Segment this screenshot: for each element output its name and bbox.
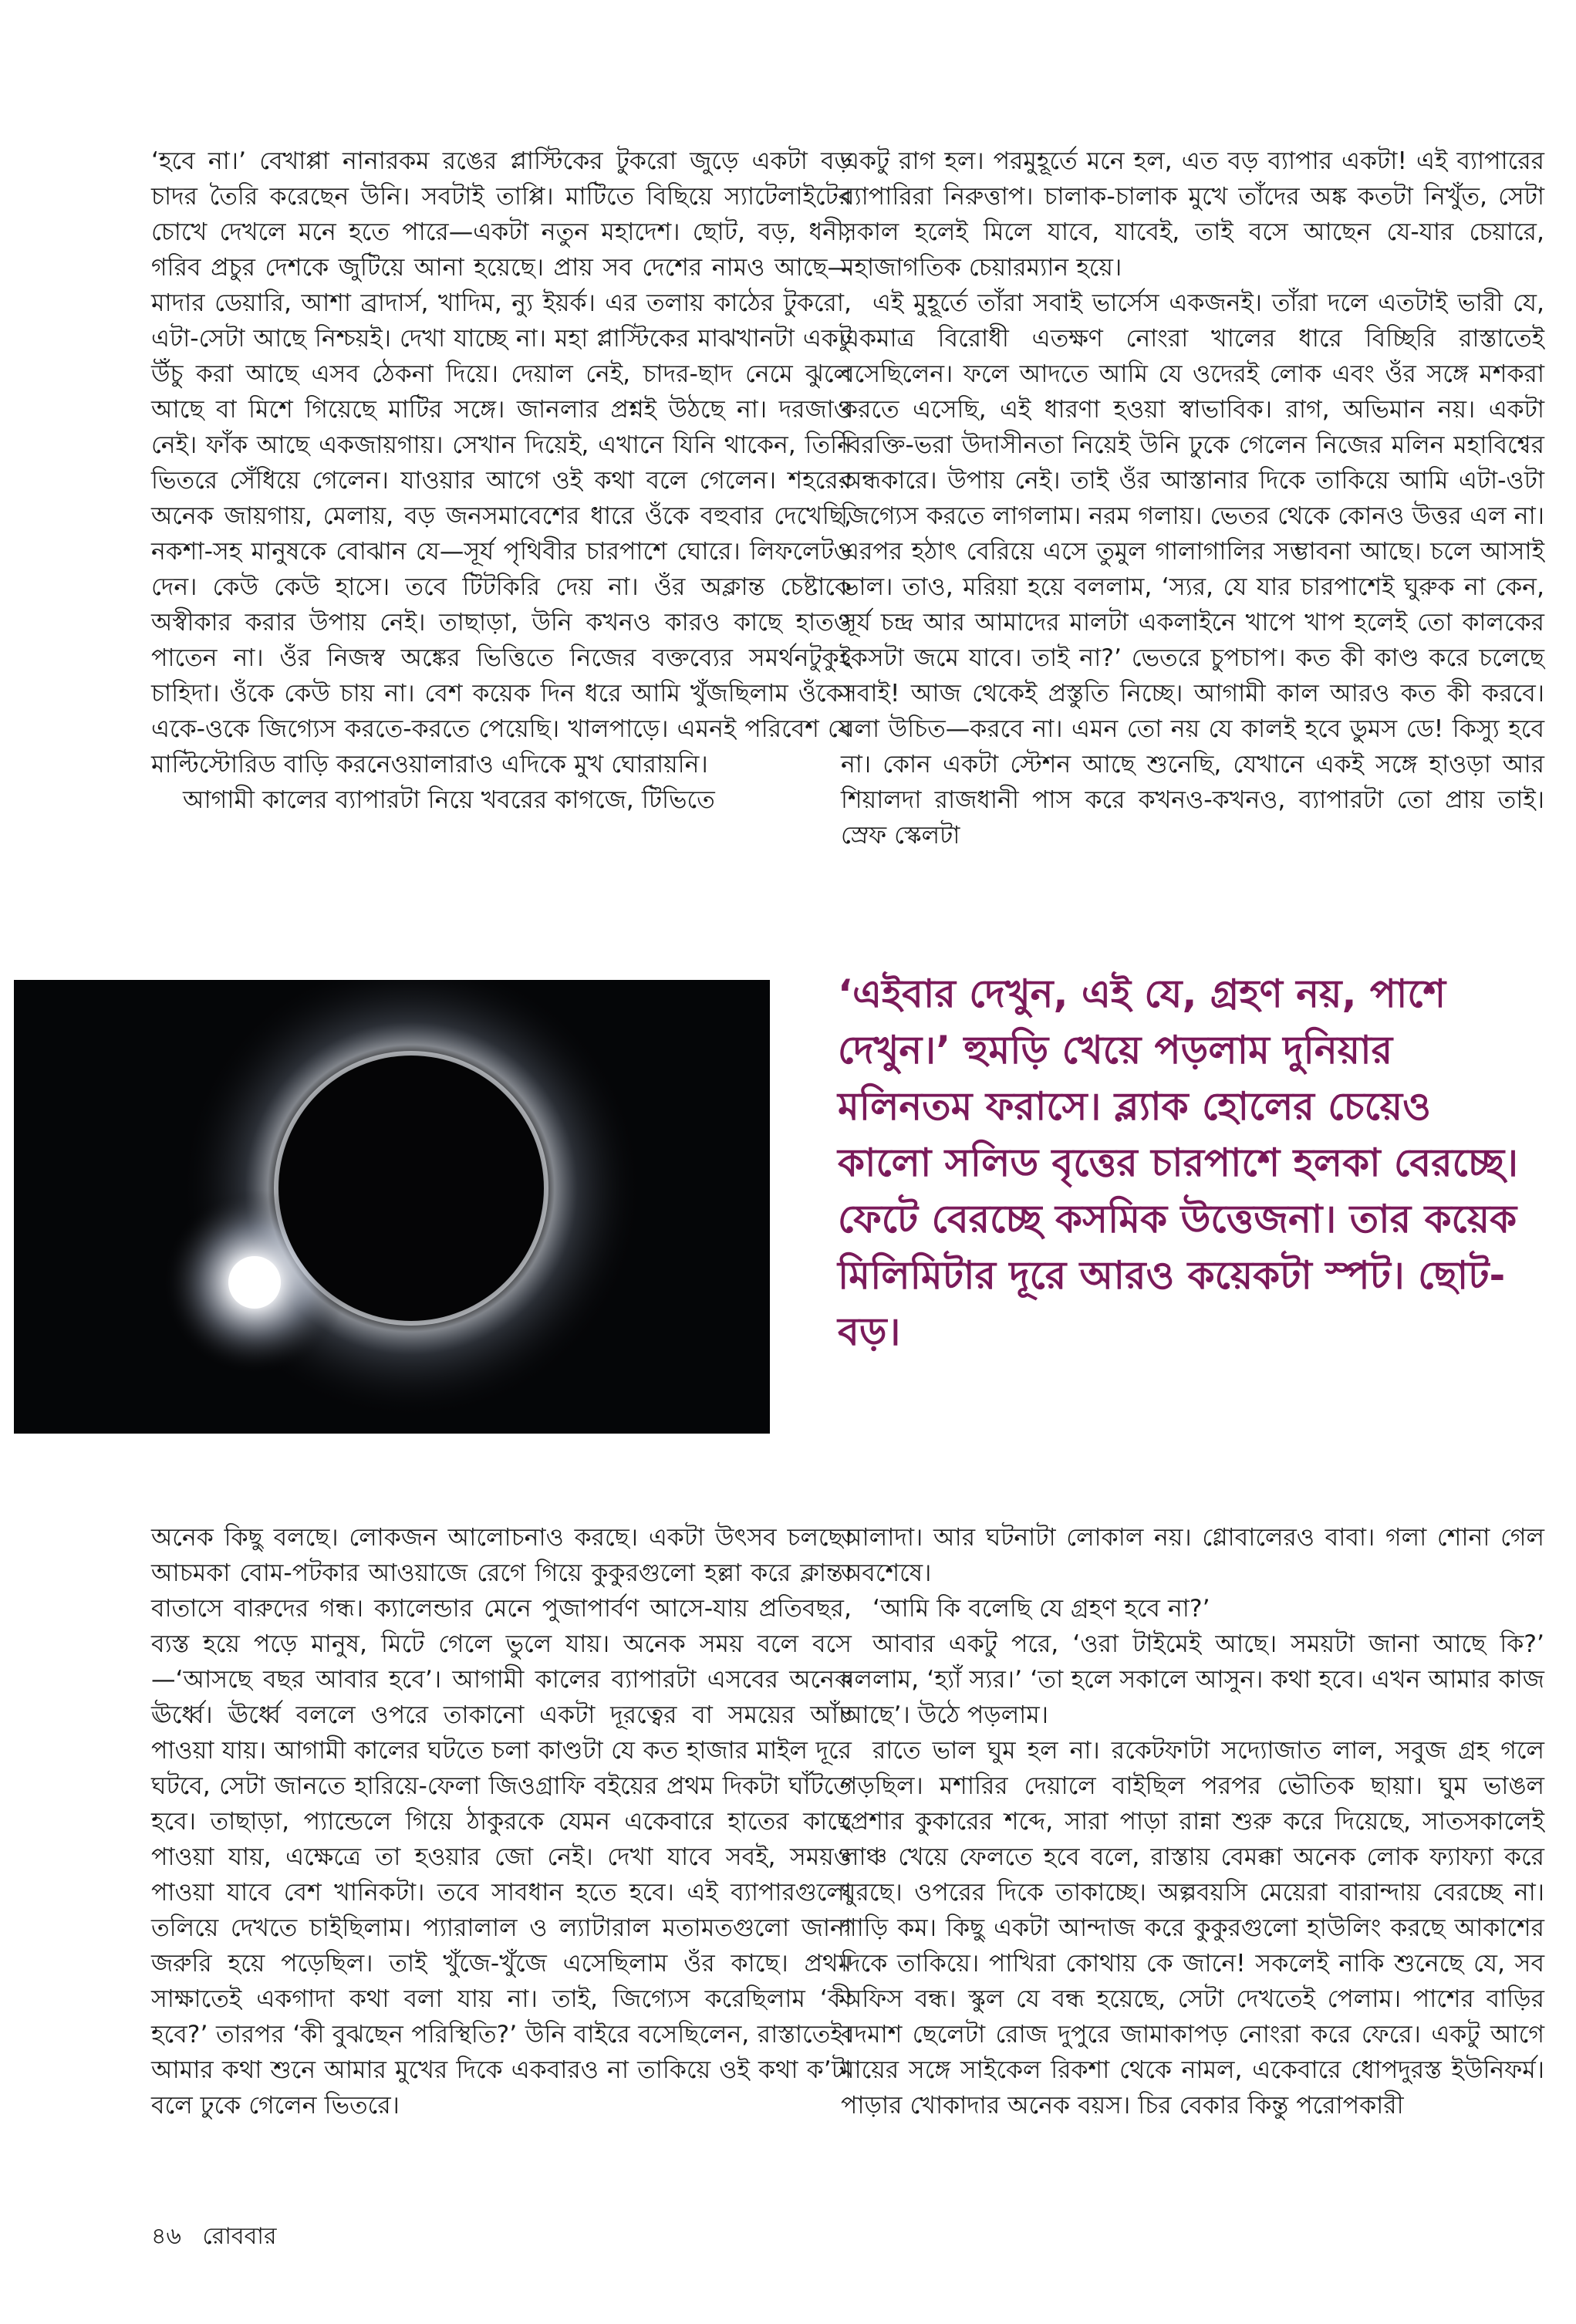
article-column-top-left — [151, 144, 852, 818]
page-number: ৪৬ — [151, 2223, 181, 2250]
paragraph: ‘আমি কি বলেছি যে গ্রহণ হবে না?’ — [872, 1595, 1210, 1623]
paragraph: এই মুহূর্তে তাঁরা সবাই ভার্সেস একজনই। তাঁরা দলে এতটাই ভারী যে, একমাত্র বিরোধী এতক্ষণ নোংরা খালের ধারে বিচ্ছিরি রাস্তাতেই বসেছিলেন। ফলে আদতে আমি যে ওদেরই লোক এবং ওঁর সঙ্গে মশকরা করতে এসেছি, এই ধারণা হওয়া স্বাভাবিক। রাগ, অভিমান নয়। একটা বিরক্তি-ভরা উদাসীনতা নিয়েই উনি ঢুকে গেলেন নিজের মলিন মহাবিশ্বের অন্ধকারে। উপায় নেই। তাই ওঁর আস্তানার দিকে তাকিয়ে আমি এটা-ওটা জিগ্যেস করতে লাগলাম। নরম গলায়। ভেতর থেকে কোনও উত্তর এল না। এরপর হঠাৎ বেরিয়ে এসে তুমুল গালাগালির সম্ভাবনা আছে। চলে আসাই ভাল। তাও, মরিয়া হয়ে বললাম, ‘স্যর, যে যার চারপাশেই ঘুরুক না কেন, সূর্য চন্দ্র আর আমাদের মালটা একলাইনে খাপে খাপ হলেই তো কালকের কেসটা জমে যাবে। তাই না?’ ভেতরে চুপচাপ। কত কী কাণ্ড করে চলেছে সবাই! আজ থেকেই প্রস্তুতি নিচ্ছে। আগামী কাল আরও কত কী করবে। বলা উচিত—করবে না। এমন তো নয় যে কালই হবে ডুমস ডে! কিস্যু হবে না। কোন একটা স্টেশন আছে শুনেছি, যেখানে একই সঙ্গে হাওড়া আর শিয়ালদা রাজধানী পাস করে কখনও-কখনও, ব্যাপারটা তো প্রায় তাই। স্রেফ স্কেলটা — [841, 289, 1544, 850]
article-column-bottom-left — [151, 1520, 852, 2123]
paragraph: অনেক কিছু বলছে। লোকজন আলোচনাও করছে। একটা উৎসব চলছে। আচমকা বোম-পটকার আওয়াজে রেগে গিয়ে কুকুরগুলো হল্লা করে ক্লান্ত। বাতাসে বারুদের গন্ধ। ক্যালেন্ডার মেনে পুজাপার্বণ আসে-যায় প্রতিবছর, ব্যস্ত হয়ে পড়ে মানুষ, মিটে গেলে ভুলে যায়। অনেক সময় বলে বসে—‘আসছে বছর আবার হবে’। আগামী কালের ব্যাপারটা এসবের অনেক ঊর্ধ্বে। ঊর্ধ্বে বললে ওপরে তাকানো একটা দূরত্বের বা সময়ের আঁচ পাওয়া যায়। আগামী কালের ঘটতে চলা কাণ্ডটা যে কত হাজার মাইল দূরে ঘটবে, সেটা জানতে হারিয়ে-ফেলা জিওগ্রাফি বইয়ের প্রথম দিকটা ঘাঁটতে হবে। তাছাড়া, প্যান্ডেলে গিয়ে ঠাকুরকে যেমন একেবারে হাতের কাছে পাওয়া যায়, এক্ষেত্রে তা হওয়ার জো নেই। দেখা যাবে সবই, সময়ও পাওয়া যাবে বেশ খানিকটা। তবে সাবধান হতে হবে। এই ব্যাপারগুলো তলিয়ে দেখতে চাইছিলাম। প্যারালাল ও ল্যাটারাল মতামতগুলো জানা জরুরি হয়ে পড়েছিল। তাই খুঁজে-খুঁজে এসেছিলাম ওঁর কাছে। প্রথম সাক্ষাতেই একগাদা কথা বলা যায় না। তাই, জিগ্যেস করেছিলাম ‘কী হবে?’ তারপর ‘কী বুঝছেন পরিস্থিতি?’ উনি বাইরে বসেছিলেন, রাস্তাতেই। আমার কথা শুনে আমার মুখের দিকে একবারও না তাকিয়ে ওই কথা ক’টা বলে ঢুকে গেলেন ভিতরে। — [151, 1524, 852, 2120]
paragraph: আলাদা। আর ঘটনাটা লোকাল নয়। গ্লোবালেরও বাবা। গলা শোনা গেল অবশেষে। — [841, 1524, 1544, 1587]
article-column-top-right — [841, 144, 1544, 853]
page-footer — [151, 2218, 291, 2257]
solar-eclipse-photo — [14, 980, 770, 1434]
paragraph: একটু রাগ হল। পরমুহূর্তে মনে হল, এত বড় ব্যাপার একটা! এই ব্যাপারের ব্যাপারিরা নিরুত্তাপ। চালাক-চালাক মুখে তাঁদের অঙ্ক কতটা নিখুঁত, সেটা সকাল হলেই মিলে যাবে, যাবেই, তাই বসে আছেন যে-যার চেয়ারে, মহাজাগতিক চেয়ারম্যান হয়ে। — [841, 147, 1544, 282]
magazine-name: রোববার — [202, 2223, 277, 2250]
paragraph: আবার একটু পরে, ‘ওরা টাইমেই আছে। সময়টা জানা আছে কি?’ বললাম, ‘হ্যাঁ স্যর।’ ‘তা হলে সকালে আসুন। কথা হবে। এখন আমার কাজ আছে’। উঠে পড়লাম। — [841, 1630, 1544, 1729]
paragraph: ‘হবে না।’ বেখাপ্পা নানারকম রঙের প্লাস্টিকের টুকরো জুড়ে একটা বড় চাদর তৈরি করেছেন উনি। সবটাই তাপ্পি। মাটিতে বিছিয়ে স্যাটেলাইটের চোখে দেখলে মনে হতে পারে—একটা নতুন মহাদেশ। ছোট, বড়, ধনী, গরিব প্রচুর দেশকে জুটিয়ে আনা হয়েছে। প্রায় সব দেশের নামও আছে—মাদার ডেয়ারি, আশা ব্রাদার্স, খাদিম, ন্যু ইয়র্ক। এর তলায় কাঠের টুকরো, এটা-সেটা আছে নিশ্চয়ই। দেখা যাচ্ছে না। মহা প্লাস্টিকের মাঝখানটা একটু উঁচু করা আছে এসব ঠেকনা দিয়ে। দেয়াল নেই, চাদর-ছাদ নেমে ঝুলে আছে বা মিশে গিয়েছে মাটির সঙ্গে। জানলার প্রশ্নই উঠছে না। দরজাও নেই। ফাঁক আছে একজায়গায়। সেখান দিয়েই, এখানে যিনি থাকেন, তিনি ভিতরে সেঁধিয়ে গেলেন। যাওয়ার আগে ওই কথা বলে গেলেন। শহরের অনেক জায়গায়, মেলায়, বড় জনসমাবেশের ধারে ওঁকে বহুবার দেখেছি, নকশা-সহ মানুষকে বোঝান যে—সূর্য পৃথিবীর চারপাশে ঘোরে। লিফলেটও দেন। কেউ কেউ হাসে। তবে টিটকিরি দেয় না। ওঁর অক্লান্ত চেষ্টাকে অস্বীকার করার উপায় নেই। তাছাড়া, উনি কখনও কারও কাছে হাতও পাতেন না। ওঁর নিজস্ব অঙ্কের ভিত্তিতে নিজের বক্তব্যের সমর্থনটুকুই চাহিদা। ওঁকে কেউ চায় না। বেশ কয়েক দিন ধরে আমি খুঁজছিলাম ওঁকে। একে-ওকে জিগ্যেস করতে-করতে পেয়েছি। খালপাড়ে। এমনই পরিবেশ যে মাল্টিস্টোরিড বাড়ি করনেওয়ালারাও এদিকে মুখ ঘোরায়নি। — [151, 147, 852, 779]
paragraph: রাতে ভাল ঘুম হল না। রকেটফাটা সদ্যোজাত লাল, সবুজ গ্রহ গলে পড়ছিল। মশারির দেয়ালে বাইছিল পরপর ভৌতিক ছায়া। ঘুম ভাঙল প্রেশার কুকারের শব্দে, সারা পাড়া রান্না শুরু করে দিয়েছে, সাতসকালেই লাঞ্চ খেয়ে ফেলতে হবে বলে, রাস্তায় বেমক্কা অনেক লোক ফ্যাফ্যা করে ঘুরছে। ওপরের দিকে তাকাচ্ছে। অল্পবয়সি মেয়েরা বারান্দায় বেরচ্ছে না। গাড়ি কম। কিছু একটা আন্দাজ করে কুকুরগুলো হাউলিং করছে আকাশের দিকে তাকিয়ে। পাখিরা কোথায় কে জানে! সকলেই নাকি শুনেছে যে, সব অফিস বন্ধ। স্কুল যে বন্ধ হয়েছে, সেটা দেখতেই পেলাম। পাশের বাড়ির বদমাশ ছেলেটা রোজ দুপুরে জামাকাপড় নোংরা করে ফেরে। একটু আগে মায়ের সঙ্গে সাইকেল রিকশা থেকে নামল, একেবারে ধোপদুরস্ত ইউনিফর্ম। পাড়ার খোকাদার অনেক বয়স। চির বেকার কিন্তু পরোপকারী — [841, 1737, 1544, 2120]
pull-quote: ‘এইবার দেখুন, এই যে, গ্রহণ নয়, পাশে দেখুন।’ হুমড়ি খেয়ে পড়লাম দুনিয়ার মলিনতম ফরাসে। ব্ল্যাক হোলের চেয়েও কালো সলিড বৃত্তের চারপাশে হলকা বেরচ্ছে। ফেটে বেরচ্ছে কসমিক উত্তেজনা। তার কয়েক মিলিমিটার দূরে আরও কয়েকটা স্পট। ছোট-বড়। — [838, 971, 1518, 1354]
article-column-bottom-right — [841, 1520, 1544, 2123]
paragraph: আগামী কালের ব্যাপারটা নিয়ে খবরের কাগজে, টিভিতে — [182, 786, 715, 814]
